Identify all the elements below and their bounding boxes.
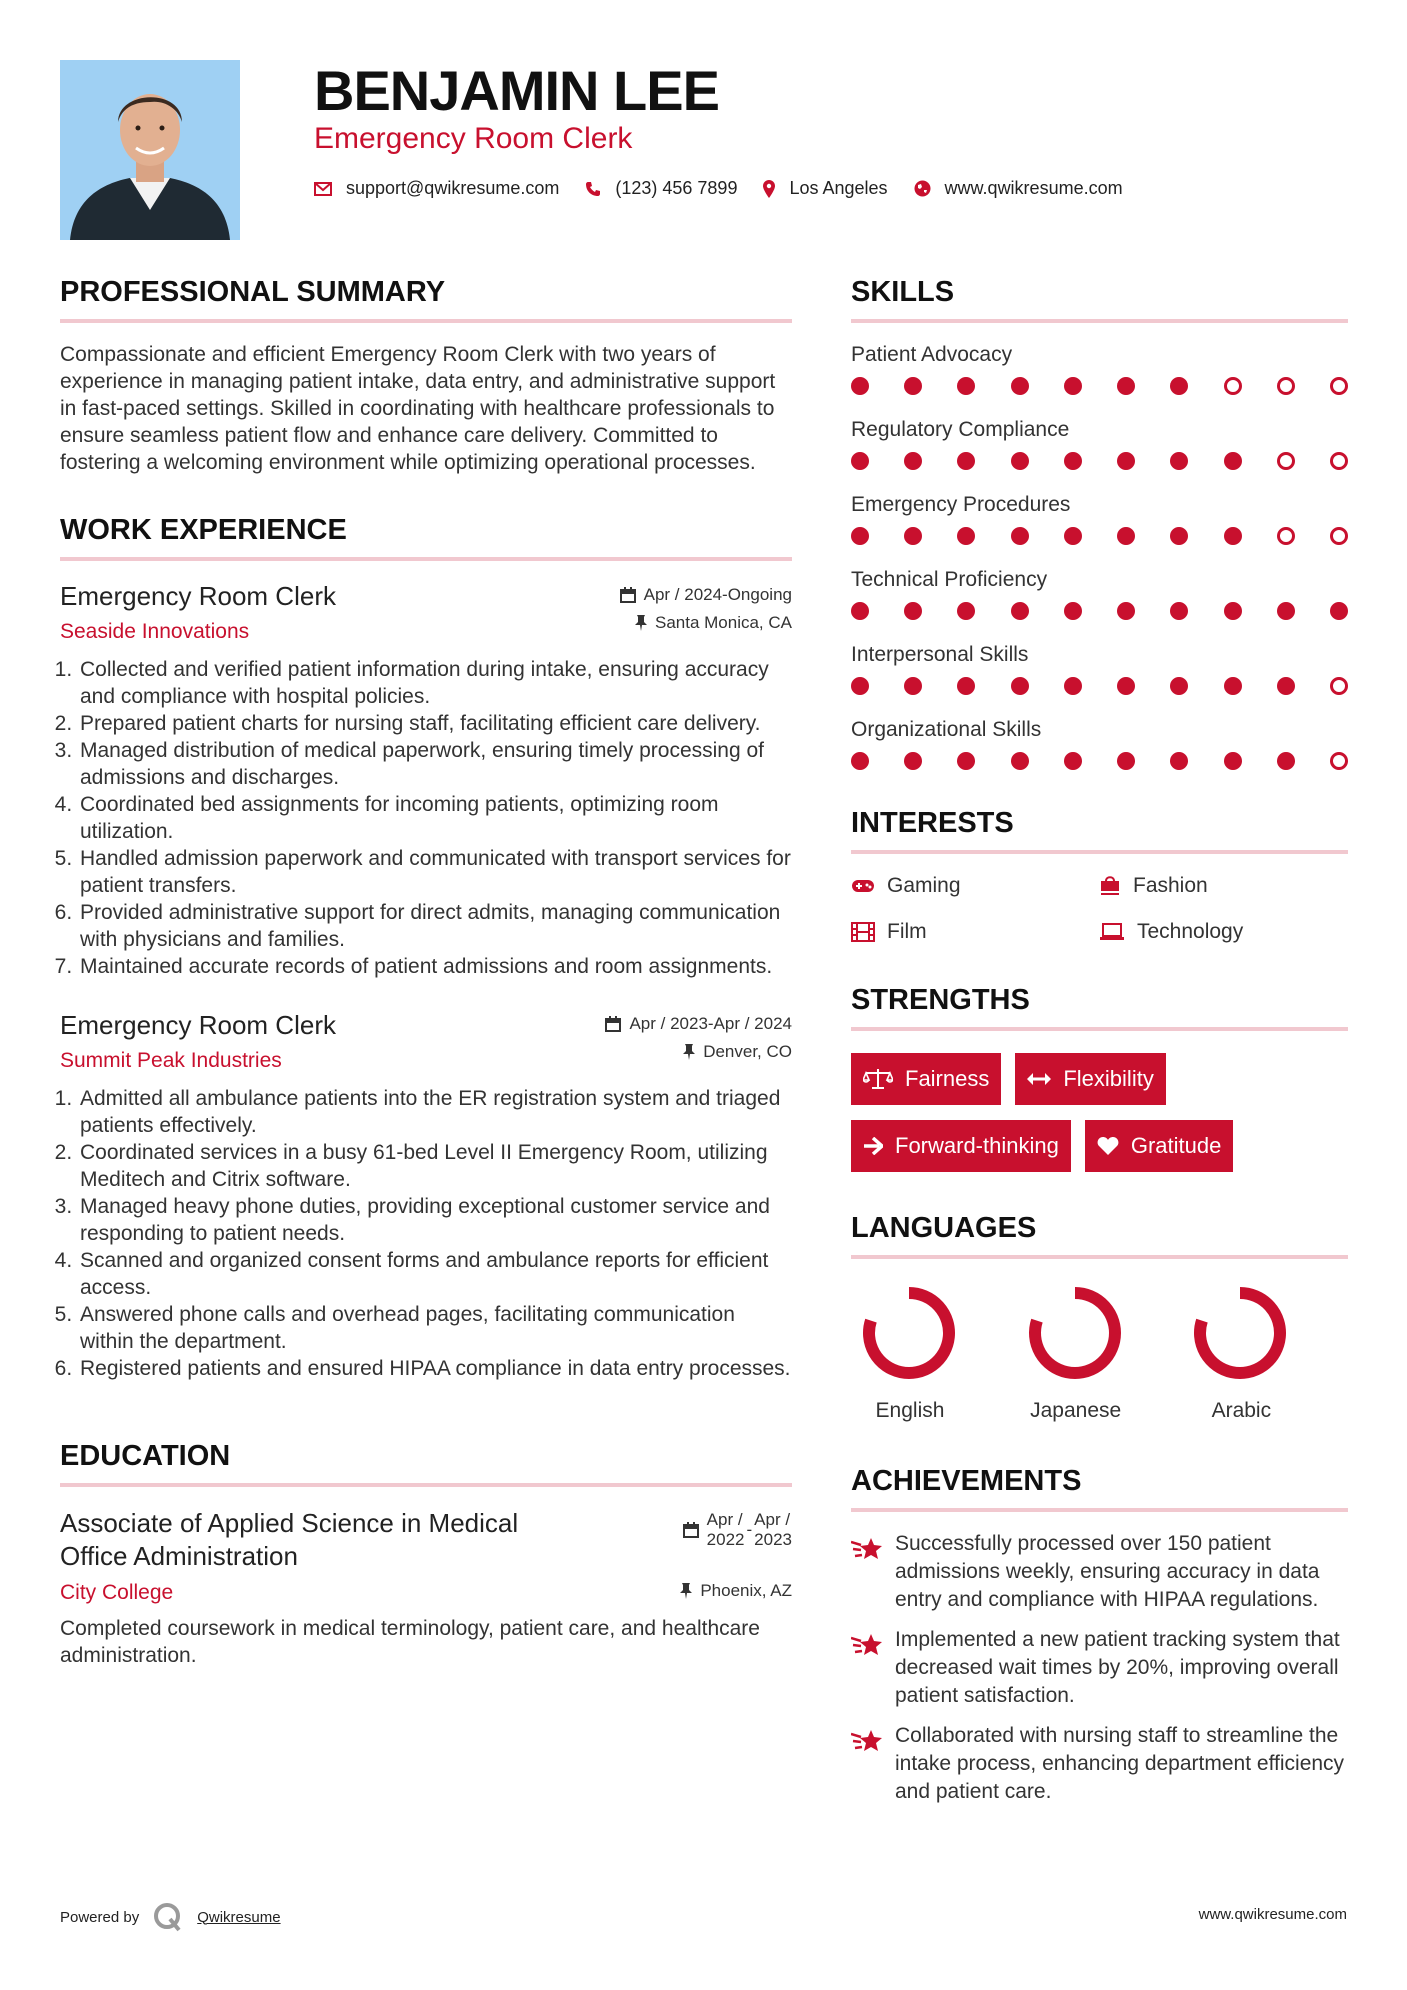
job-bullet: 2. Prepared patient charts for nursing staff, facilitating efficient care delivery. <box>78 710 792 737</box>
skill-name: Patient Advocacy <box>851 343 1013 366</box>
skill-rating <box>851 746 1348 793</box>
skill-dot-filled <box>1064 602 1082 620</box>
skill-dot-empty <box>1277 452 1295 470</box>
skill-dot-filled <box>1011 677 1029 695</box>
calendar-icon <box>620 587 636 603</box>
skill-dot-empty <box>1277 527 1295 545</box>
languages-heading: LANGUAGES <box>851 1212 1348 1259</box>
footer-website[interactable]: www.qwikresume.com <box>1198 1906 1347 1923</box>
skill-dot-filled <box>904 752 922 770</box>
map-pin-icon <box>763 180 775 198</box>
contact-email[interactable] <box>314 178 559 199</box>
skill-item <box>851 493 1348 568</box>
achievement-item <box>851 1626 1348 1710</box>
skill-dot-filled <box>1064 527 1082 545</box>
interest-item <box>851 874 1099 898</box>
achievements-heading: ACHIEVEMENTS <box>851 1465 1348 1512</box>
candidate-name: BENJAMIN LEE <box>314 59 719 122</box>
skills-section <box>851 276 1348 793</box>
job-bullet: 2. Coordinated services in a busy 61-bed Level II Emergency Room, utilizing Meditech and Citrix software. <box>78 1139 792 1193</box>
skill-dot-filled <box>1117 377 1135 395</box>
job-date: Apr / 2023-Apr / 2024 <box>629 1014 792 1033</box>
interest-label: Technology <box>1137 920 1244 943</box>
skill-rating <box>851 371 1348 418</box>
profile-photo <box>60 60 240 240</box>
school-name: City College <box>60 1581 174 1604</box>
skill-dot-filled <box>1064 377 1082 395</box>
footer-powered-by <box>60 1902 281 1932</box>
shooting-star-icon <box>851 1632 883 1658</box>
contact-website[interactable] <box>914 178 1123 199</box>
skill-dot-empty <box>1330 677 1348 695</box>
interest-item <box>851 920 1099 944</box>
summary-text: Compassionate and efficient Emergency Room Clerk with two years of experience in managing patient intake, data entry, and administrative support in fast-paced settings. Skilled in coordinating with healthcare professionals to ensure seamless patient flow and enhance care delivery. Committed to fostering a welcoming environment while optimizing operational processes. <box>60 343 776 474</box>
language-label: English <box>875 1399 945 1422</box>
skill-dot-filled <box>1170 527 1188 545</box>
skill-dot-filled <box>1064 452 1082 470</box>
language-label: Japanese <box>1030 1399 1122 1422</box>
experience-heading: WORK EXPERIENCE <box>60 514 792 561</box>
strength-label: Gratitude <box>1130 1133 1222 1158</box>
job-entry <box>60 581 792 980</box>
skill-dot-filled <box>851 452 869 470</box>
job-bullet: 5. Answered phone calls and overhead pages, facilitating communication within the department. <box>78 1301 792 1355</box>
calendar-icon <box>683 1522 699 1538</box>
job-bullet: 7. Maintained accurate records of patient admissions and room assignments. <box>78 953 792 980</box>
job-bullet: 4. Coordinated bed assignments for incoming patients, optimizing room utilization. <box>78 791 792 845</box>
proficiency-arc <box>1035 1293 1115 1373</box>
education-description: Completed coursework in medical terminology, patient care, and healthcare administration. <box>60 1617 760 1667</box>
job-date: Apr / 2024-Ongoing <box>643 585 792 604</box>
skill-item <box>851 643 1348 718</box>
skill-dot-empty <box>1330 377 1348 395</box>
arrow-right-icon <box>863 1137 883 1155</box>
job-bullet: 1. Collected and verified patient information during intake, ensuring accuracy and compliance with hospital policies. <box>78 656 792 710</box>
contact-bar <box>314 178 1149 199</box>
strengths-heading: STRENGTHS <box>851 984 1348 1031</box>
skill-dot-filled <box>1277 602 1295 620</box>
skill-dot-filled <box>1170 452 1188 470</box>
strength-tag <box>851 1120 1071 1172</box>
skill-dot-filled <box>851 602 869 620</box>
skill-dot-filled <box>1011 377 1029 395</box>
strengths-section <box>851 984 1348 1172</box>
achievements-section <box>851 1465 1348 1806</box>
skill-dot-empty <box>1330 752 1348 770</box>
job-bullet: 3. Managed distribution of medical paperwork, ensuring timely processing of admissions and discharges. <box>78 737 792 791</box>
job-title: Emergency Room Clerk <box>60 581 336 611</box>
skill-dot-filled <box>1117 452 1135 470</box>
skill-dot-empty <box>1330 452 1348 470</box>
edu-start <box>707 1510 745 1550</box>
skill-dot-filled <box>904 377 922 395</box>
skill-dot-filled <box>1117 677 1135 695</box>
skill-dot-filled <box>1011 602 1029 620</box>
skill-dot-filled <box>1224 677 1242 695</box>
skill-name: Technical Proficiency <box>851 568 1048 591</box>
interests-section <box>851 807 1348 944</box>
phone-icon <box>585 181 601 197</box>
proficiency-arc <box>869 1293 949 1373</box>
skill-rating <box>851 446 1348 493</box>
strength-tag <box>1085 1120 1234 1172</box>
skill-dot-filled <box>957 677 975 695</box>
job-title: Emergency Room Clerk <box>60 1010 336 1040</box>
candidate-title: Emergency Room Clerk <box>314 122 633 155</box>
education-heading: EDUCATION <box>60 1440 792 1487</box>
education-section <box>60 1440 792 1669</box>
achievement-text: Collaborated with nursing staff to streamline the intake process, enhancing department efficiency and patient care. <box>895 1724 1345 1803</box>
edu-end-month: Apr / <box>754 1510 791 1529</box>
job-company: Seaside Innovations <box>60 620 250 643</box>
edu-end-year: 2023 <box>754 1530 792 1549</box>
brand-link[interactable]: Qwikresume <box>197 1908 281 1926</box>
skill-dot-filled <box>1011 527 1029 545</box>
skill-dot-filled <box>1064 752 1082 770</box>
achievement-text: Successfully processed over 150 patient admissions weekly, ensuring accuracy in data entry and compliance with HIPAA regulations. <box>895 1532 1320 1611</box>
film-icon <box>851 922 875 942</box>
achievement-item <box>851 1530 1348 1614</box>
skill-dot-filled <box>957 527 975 545</box>
skill-dot-filled <box>1011 752 1029 770</box>
skills-list <box>851 343 1348 793</box>
interest-label: Fashion <box>1133 874 1208 897</box>
job-bullet: 6. Registered patients and ensured HIPAA compliance in data entry processes. <box>78 1355 792 1382</box>
website-text: www.qwikresume.com <box>944 178 1123 198</box>
language-proficiency-ring <box>1025 1283 1125 1383</box>
skill-dot-filled <box>957 452 975 470</box>
envelope-icon <box>314 182 332 196</box>
scale-icon <box>863 1068 893 1090</box>
email-text: support@qwikresume.com <box>346 178 560 198</box>
strength-label: Flexibility <box>1063 1066 1154 1091</box>
achievement-text: Implemented a new patient tracking system that decreased wait times by 20%, improving overall patient satisfaction. <box>895 1628 1340 1707</box>
job-location: Denver, CO <box>703 1042 792 1061</box>
skill-dot-filled <box>1170 377 1188 395</box>
shopping-bag-icon <box>1099 875 1121 897</box>
arrows-horizontal-icon <box>1027 1072 1051 1086</box>
skill-dot-filled <box>957 752 975 770</box>
interest-item <box>1099 874 1347 898</box>
skill-dot-filled <box>1117 602 1135 620</box>
skill-dot-filled <box>957 602 975 620</box>
calendar-icon <box>605 1016 621 1032</box>
job-bullets <box>60 1085 792 1382</box>
skill-dot-filled <box>904 527 922 545</box>
skill-dot-filled <box>851 677 869 695</box>
contact-location <box>763 178 887 199</box>
contact-phone[interactable] <box>585 178 737 199</box>
skill-dot-filled <box>904 452 922 470</box>
edu-start-month: Apr / <box>706 1510 743 1529</box>
interests-heading: INTERESTS <box>851 807 1348 854</box>
skill-dot-filled <box>1117 752 1135 770</box>
achievement-item <box>851 1722 1348 1806</box>
interest-item <box>1099 920 1347 944</box>
globe-icon <box>914 180 931 197</box>
language-item <box>1182 1283 1348 1423</box>
skill-dot-empty <box>1277 377 1295 395</box>
strength-tag <box>1015 1053 1165 1105</box>
skill-name: Regulatory Compliance <box>851 418 1070 441</box>
skill-dot-filled <box>1224 752 1242 770</box>
summary-section <box>60 276 792 476</box>
laptop-icon <box>1099 923 1125 941</box>
skill-dot-filled <box>1224 602 1242 620</box>
skill-dot-filled <box>1170 602 1188 620</box>
skill-dot-filled <box>851 527 869 545</box>
job-entry <box>60 1010 792 1382</box>
edu-end <box>754 1510 792 1550</box>
interest-label: Gaming <box>887 874 961 897</box>
location-text: Los Angeles <box>789 178 888 198</box>
skill-dot-empty <box>1330 527 1348 545</box>
pushpin-icon <box>680 1583 692 1599</box>
languages-section <box>851 1212 1348 1423</box>
heart-icon <box>1097 1136 1119 1156</box>
skill-item <box>851 718 1348 793</box>
pushpin-icon <box>635 615 647 631</box>
left-column <box>60 276 792 1669</box>
skill-dot-filled <box>1330 602 1348 620</box>
gamepad-icon <box>851 878 875 894</box>
strength-label: Fairness <box>905 1066 990 1091</box>
proficiency-arc <box>1200 1293 1280 1373</box>
degree-title: Associate of Applied Science in Medical Office Administration <box>60 1508 519 1571</box>
skill-dot-filled <box>1277 752 1295 770</box>
skill-dot-filled <box>1117 527 1135 545</box>
job-bullet: 6. Provided administrative support for direct admits, managing communication with physicians and families. <box>78 899 792 953</box>
skills-heading: SKILLS <box>851 276 1348 323</box>
job-bullet: 3. Managed heavy phone duties, providing exceptional customer service and responding to patient needs. <box>78 1193 792 1247</box>
phone-text: (123) 456 7899 <box>615 178 738 198</box>
skill-dot-filled <box>1224 527 1242 545</box>
skill-dot-filled <box>957 377 975 395</box>
skill-dot-filled <box>1277 677 1295 695</box>
skill-dot-filled <box>1064 677 1082 695</box>
job-location: Santa Monica, CA <box>654 613 792 632</box>
right-column <box>851 276 1348 1818</box>
skill-rating <box>851 596 1348 643</box>
pushpin-icon <box>683 1044 695 1060</box>
skill-dot-filled <box>904 602 922 620</box>
powered-by-label: Powered by <box>60 1908 140 1926</box>
shooting-star-icon <box>851 1536 883 1562</box>
skill-dot-filled <box>1170 677 1188 695</box>
language-item <box>851 1283 1017 1423</box>
job-bullet: 5. Handled admission paperwork and communicated with transport services for patient transfers. <box>78 845 792 899</box>
shooting-star-icon <box>851 1728 883 1754</box>
job-bullets <box>60 656 792 980</box>
skill-dot-filled <box>1011 452 1029 470</box>
skill-dot-filled <box>851 752 869 770</box>
skill-name: Emergency Procedures <box>851 493 1071 516</box>
edu-location: Phoenix, AZ <box>700 1581 792 1600</box>
skill-dot-filled <box>1224 452 1242 470</box>
language-label: Arabic <box>1211 1399 1272 1422</box>
skill-item <box>851 568 1348 643</box>
skill-item <box>851 418 1348 493</box>
interest-label: Film <box>887 920 927 943</box>
job-bullet: 4. Scanned and organized consent forms and ambulance reports for efficient access. <box>78 1247 792 1301</box>
skill-dot-filled <box>904 677 922 695</box>
skill-dot-filled <box>851 377 869 395</box>
language-item <box>1017 1283 1183 1423</box>
skill-rating <box>851 671 1348 718</box>
qwikresume-logo-icon <box>153 1902 183 1932</box>
language-proficiency-ring <box>1190 1283 1290 1383</box>
strength-label: Forward-thinking <box>895 1133 1059 1158</box>
skill-item <box>851 343 1348 418</box>
job-bullet: 1. Admitted all ambulance patients into the ER registration system and triaged patients effectively. <box>78 1085 792 1139</box>
skill-name: Interpersonal Skills <box>851 643 1029 666</box>
strength-tag <box>851 1053 1001 1105</box>
experience-section <box>60 514 792 1382</box>
skill-rating <box>851 521 1348 568</box>
edu-start-year: 2022 <box>706 1530 745 1549</box>
job-company: Summit Peak Industries <box>60 1049 282 1072</box>
skill-dot-empty <box>1224 377 1242 395</box>
language-proficiency-ring <box>859 1283 959 1383</box>
edu-date-separator: - <box>746 1520 753 1539</box>
summary-heading: PROFESSIONAL SUMMARY <box>60 276 792 323</box>
skill-name: Organizational Skills <box>851 718 1042 741</box>
skill-dot-filled <box>1170 752 1188 770</box>
